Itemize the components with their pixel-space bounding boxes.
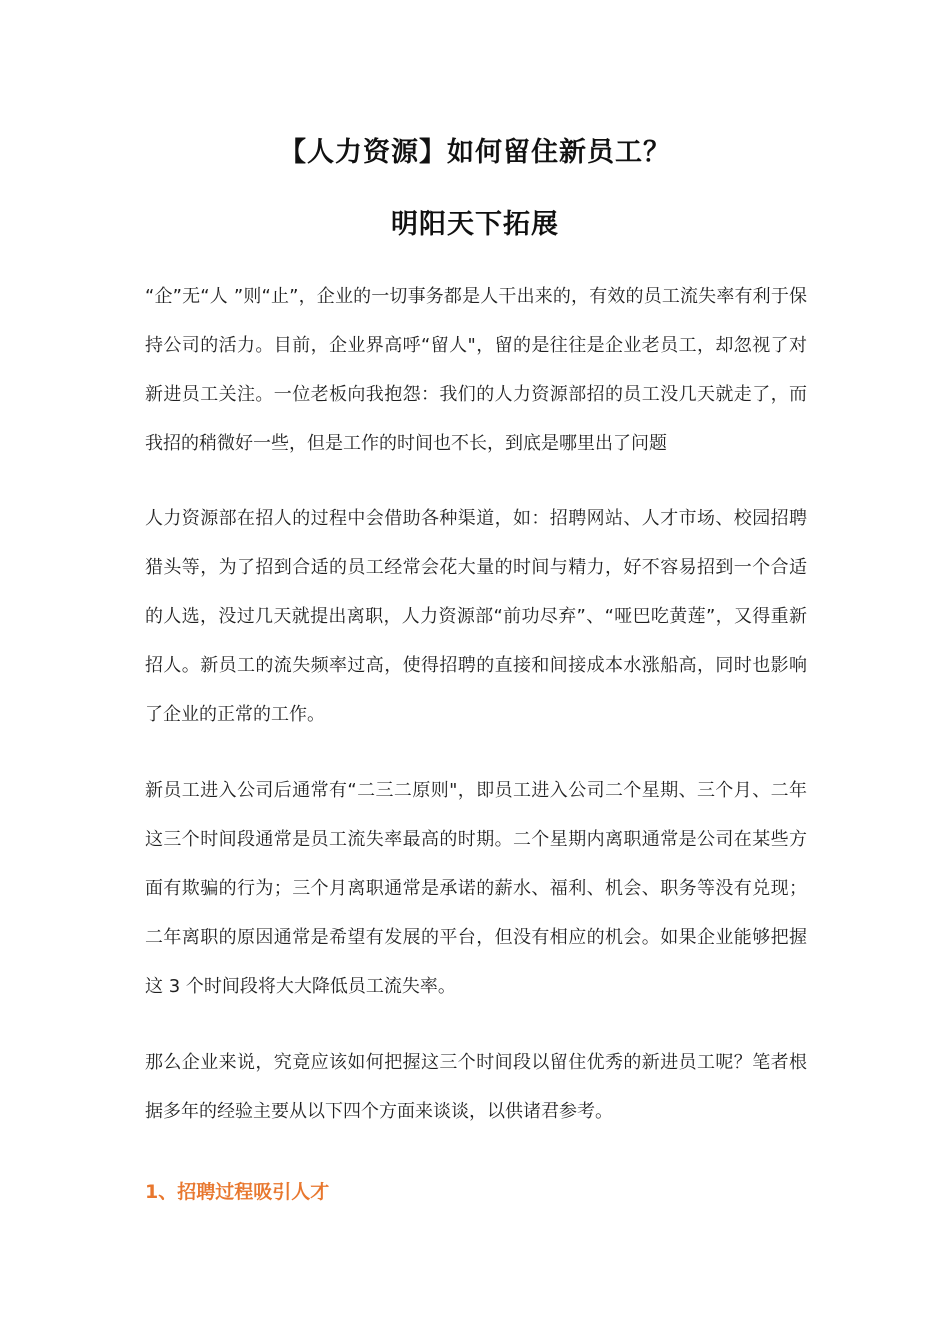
paragraph: 那么企业来说，究竟应该如何把握这三个时间段以留住优秀的新进员工呢？笔者根据多年的经验主要从以下四个方面来谈谈，以供诸君参考。	[145, 1052, 807, 1122]
document-subtitle: 明阳天下拓展	[391, 209, 559, 240]
section-heading: 1、招聘过程吸引人才	[145, 1181, 330, 1203]
document-title: 【人力资源】如何留住新员工？	[279, 137, 671, 168]
paragraph: 人力资源部在招人的过程中会借助各种渠道，如：招聘网站、人才市场、校园招聘猎头等，为了招到合适的员工经常会花大量的时间与精力，好不容易招到一个合适的人选，没过几天就提出离职，人力资源部“前功尽弃”、“哑巴吃黄莲”，又得重新招人。新员工的流失频率过高，使得招聘的直接和间接成本水涨船高，同时也影响了企业的正常的工作。	[145, 508, 807, 725]
paragraph: 新员工进入公司后通常有“二三二原则"，即员工进入公司二个星期、三个月、二年这三个时间段通常是员工流失率最高的时期。二个星期内离职通常是公司在某些方面有欺骗的行为；三个月离职通常是承诺的薪水、福利、机会、职务等没有兑现；二年离职的原因通常是希望有发展的平台，但没有相应的机会。如果企业能够把握这 3 个时间段将大大降低员工流失率。	[145, 780, 807, 997]
paragraph: “企”无“人 ”则“止”，企业的一切事务都是人干出来的，有效的员工流失率有利于保持公司的活力。目前，企业界高呼“留人"，留的是往往是企业老员工，却忽视了对新进员工关注。一位老板向我抱怨：我们的人力资源部招的员工没几天就走了，而我招的稍微好一些，但是工作的时间也不长，到底是哪里出了问题	[145, 286, 807, 454]
